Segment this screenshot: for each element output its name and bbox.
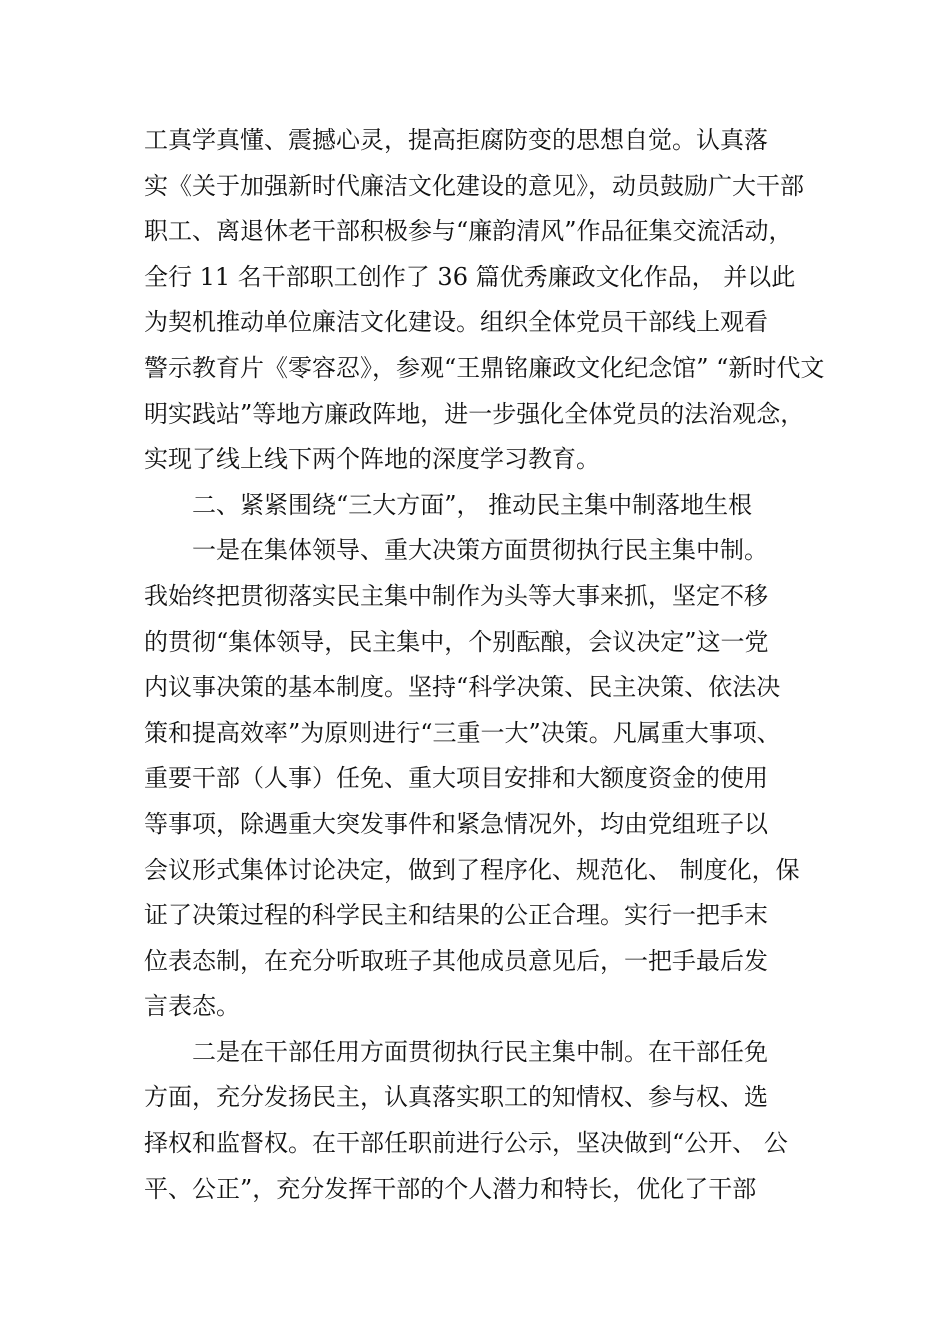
text-line: 言表态。 bbox=[144, 992, 240, 1021]
text-line: 为契机推动单位廉洁文化建设。组织全体党员干部线上观看 bbox=[144, 308, 768, 337]
text-line: 等事项，除遇重大突发事件和紧急情况外，均由党组班子以 bbox=[144, 809, 768, 838]
text-line: 会议形式集体讨论决定，做到了程序化、规范化、 制度化，保 bbox=[144, 855, 800, 884]
text-line: 策和提高效率”为原则进行“三重一大”决策。凡属重大事项、 bbox=[144, 718, 781, 747]
section-heading: 二、紧紧围绕“三大方面”， 推动民主集中制落地生根 bbox=[192, 490, 753, 519]
text-line: 择权和监督权。在干部任职前进行公示，坚决做到“公开、 公 bbox=[144, 1129, 788, 1158]
paragraph-first-line: 一是在集体领导、重大决策方面贯彻执行民主集中制。 bbox=[192, 536, 768, 565]
text-line: 方面，充分发扬民主，认真落实职工的知情权、参与权、选 bbox=[144, 1083, 768, 1112]
text-line: 职工、离退休老干部积极参与“廉韵清风”作品征集交流活动， bbox=[144, 217, 793, 246]
text-line: 实现了线上线下两个阵地的深度学习教育。 bbox=[144, 445, 600, 474]
text-line: 内议事决策的基本制度。坚持“科学决策、民主决策、依法决 bbox=[144, 673, 781, 702]
text-line: 证了决策过程的科学民主和结果的公正合理。实行一把手末 bbox=[144, 901, 768, 930]
text-line: 实《关于加强新时代廉洁文化建设的意见》，动员鼓励广大干部 bbox=[144, 171, 804, 200]
text-line: 警示教育片《零容忍》，参观“王鼎铭廉政文化纪念馆” “新时代文 bbox=[144, 353, 825, 382]
text-line: 的贯彻“集体领导，民主集中，个别酝酿，会议决定”这一党 bbox=[144, 627, 769, 656]
text-line: 位表态制，在充分听取班子其他成员意见后，一把手最后发 bbox=[144, 946, 768, 975]
text-line: 平、公正”，充分发挥干部的个人潜力和特长，优化了干部 bbox=[144, 1174, 757, 1203]
text-line: 明实践站”等地方廉政阵地，进一步强化全体党员的法治观念， bbox=[144, 399, 805, 428]
body-text bbox=[144, 118, 834, 1212]
text-line: 我始终把贯彻落实民主集中制作为头等大事来抓，坚定不移 bbox=[144, 581, 768, 610]
text-line: 重要干部（人事）任免、重大项目安排和大额度资金的使用 bbox=[144, 764, 768, 793]
text-line: 全行 11 名干部职工创作了 36 篇优秀廉政文化作品， 并以此 bbox=[144, 262, 796, 291]
paragraph-first-line: 二是在干部任用方面贯彻执行民主集中制。在干部任免 bbox=[192, 1037, 768, 1066]
text-line: 工真学真懂、震撼心灵，提高拒腐防变的思想自觉。认真落 bbox=[144, 126, 768, 154]
